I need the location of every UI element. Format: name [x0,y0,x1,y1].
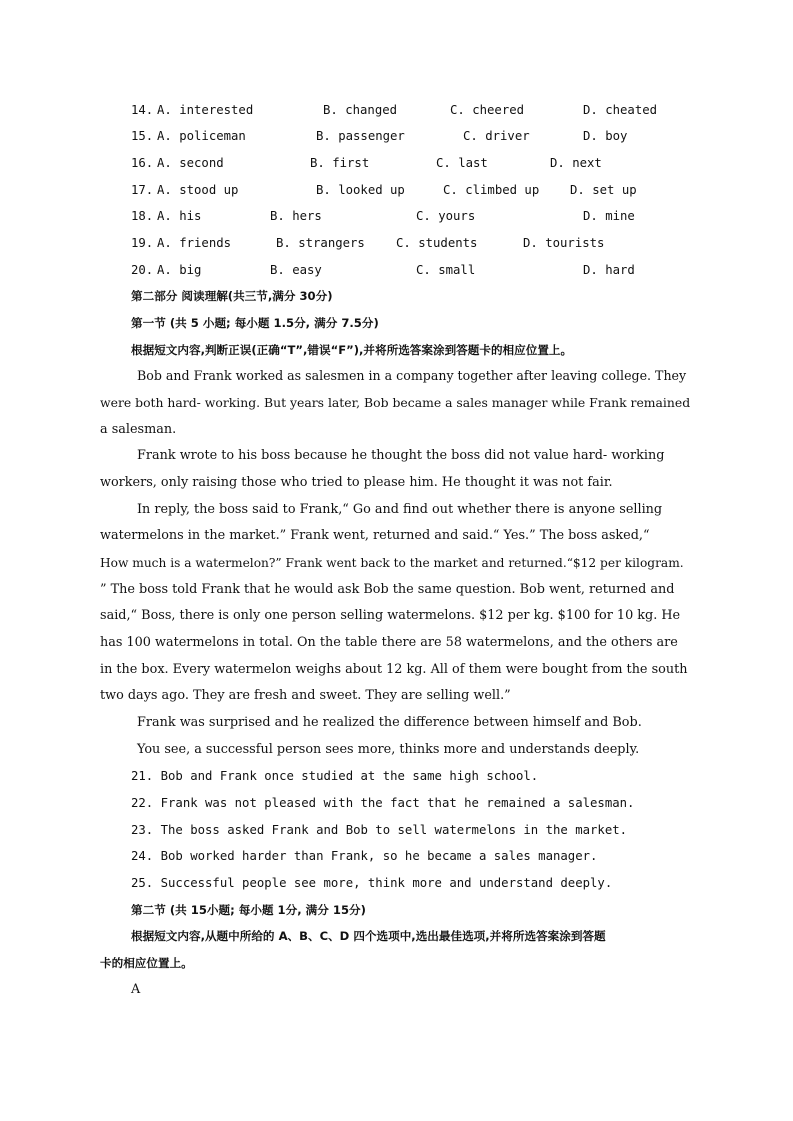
section2-instruction: 根据短文内容,从题中所给的 A、B、C、D 四个选项中,选出最佳选项,并将所选答案涂到答题 [131,929,606,943]
passage-line: two days ago. They are fresh and sweet. They are selling well.” [100,688,511,703]
option-b: B. changed [323,103,398,117]
option-b: B. passenger [316,129,405,143]
option-a: A. second [157,156,224,170]
option-b: B. hers [270,209,322,223]
option-d: D. next [550,156,602,170]
passage-line: You see, a successful person sees more, thinks more and understands deeply. [137,742,640,757]
passage-line: Frank was surprised and he realized the difference between himself and Bob. [137,715,642,730]
option-d: D. boy [583,129,628,143]
option-a: A. friends [157,236,232,250]
passage-line: ” The boss told Frank that he would ask Bob the same question. Bob went, returned and [100,582,675,597]
passage-line: said,“ Boss, there is only one person selling watermelons. $12 per kg. $100 for 10 kg. He [100,608,681,623]
question-number: 18. [131,209,154,223]
passage-line: were both hard- working. But years later, Bob became a sales manager while Frank remained [100,395,691,410]
passage-label: A [131,982,141,997]
passage-line: Bob and Frank worked as salesmen in a company together after leaving college. They [137,368,687,383]
option-a: A. his [157,209,202,223]
option-d: D. set up [570,183,637,197]
option-b: B. first [310,156,370,170]
passage-line: Frank wrote to his boss because he thought the boss did not value hard- working [137,448,665,463]
option-a: A. big [157,263,202,277]
section1-instruction: 根据短文内容,判断正误(正确“T”,错误“F”),并将所选答案涂到答题卡的相应位置上。 [131,343,573,357]
option-a: A. stood up [157,183,239,197]
option-c: C. cheered [450,103,525,117]
passage-line: watermelons in the market.” Frank went, returned and said.“ Yes.” The boss asked,“ [100,528,650,543]
passage-line: In reply, the boss said to Frank,“ Go and find out whether there is anyone selling [137,502,663,517]
statement-21: 21. Bob and Frank once studied at the same high school. [131,769,539,783]
option-b: B. strangers [276,236,365,250]
passage-line: in the box. Every watermelon weighs about 12 kg. All of them were bought from the south [100,662,688,677]
option-c: C. climbed up [443,183,540,197]
option-a: A. policeman [157,129,246,143]
passage-line: has 100 watermelons in total. On the table there are 58 watermelons, and the others are [100,635,678,650]
option-c: C. driver [463,129,530,143]
passage-line: workers, only raising those who tried to please him. He thought it was not fair. [100,475,613,490]
statement-23: 23. The boss asked Frank and Bob to sell watermelons in the market. [131,823,628,837]
section2-heading: 第二节 (共 15小题; 每小题 1分, 满分 15分) [131,903,366,917]
question-number: 17. [131,183,154,197]
option-c: C. last [436,156,488,170]
question-number: 14. [131,103,154,117]
section2-instruction-cont: 卡的相应位置上。 [100,956,193,970]
statement-24: 24. Bob worked harder than Frank, so he became a sales manager. [131,849,598,863]
statement-25: 25. Successful people see more, think more and understand deeply. [131,876,613,890]
part2-heading: 第二部分 阅读理解(共三节,满分 30分) [131,289,333,303]
option-c: C. small [416,263,476,277]
option-d: D. cheated [583,103,658,117]
question-number: 19. [131,236,154,250]
question-number: 20. [131,263,154,277]
option-d: D. mine [583,209,635,223]
option-a: A. interested [157,103,254,117]
question-number: 15. [131,129,154,143]
option-d: D. tourists [523,236,605,250]
option-c: C. students [396,236,478,250]
option-d: D. hard [583,263,635,277]
passage-line: How much is a watermelon?” Frank went back to the market and returned.“$12 per kilogram. [100,556,684,570]
section1-heading: 第一节 (共 5 小题; 每小题 1.5分, 满分 7.5分) [131,316,379,330]
option-b: B. easy [270,263,322,277]
statement-22: 22. Frank was not pleased with the fact that he remained a salesman. [131,796,635,810]
option-b: B. looked up [316,183,405,197]
question-number: 16. [131,156,154,170]
passage-line: a salesman. [100,422,177,437]
option-c: C. yours [416,209,476,223]
